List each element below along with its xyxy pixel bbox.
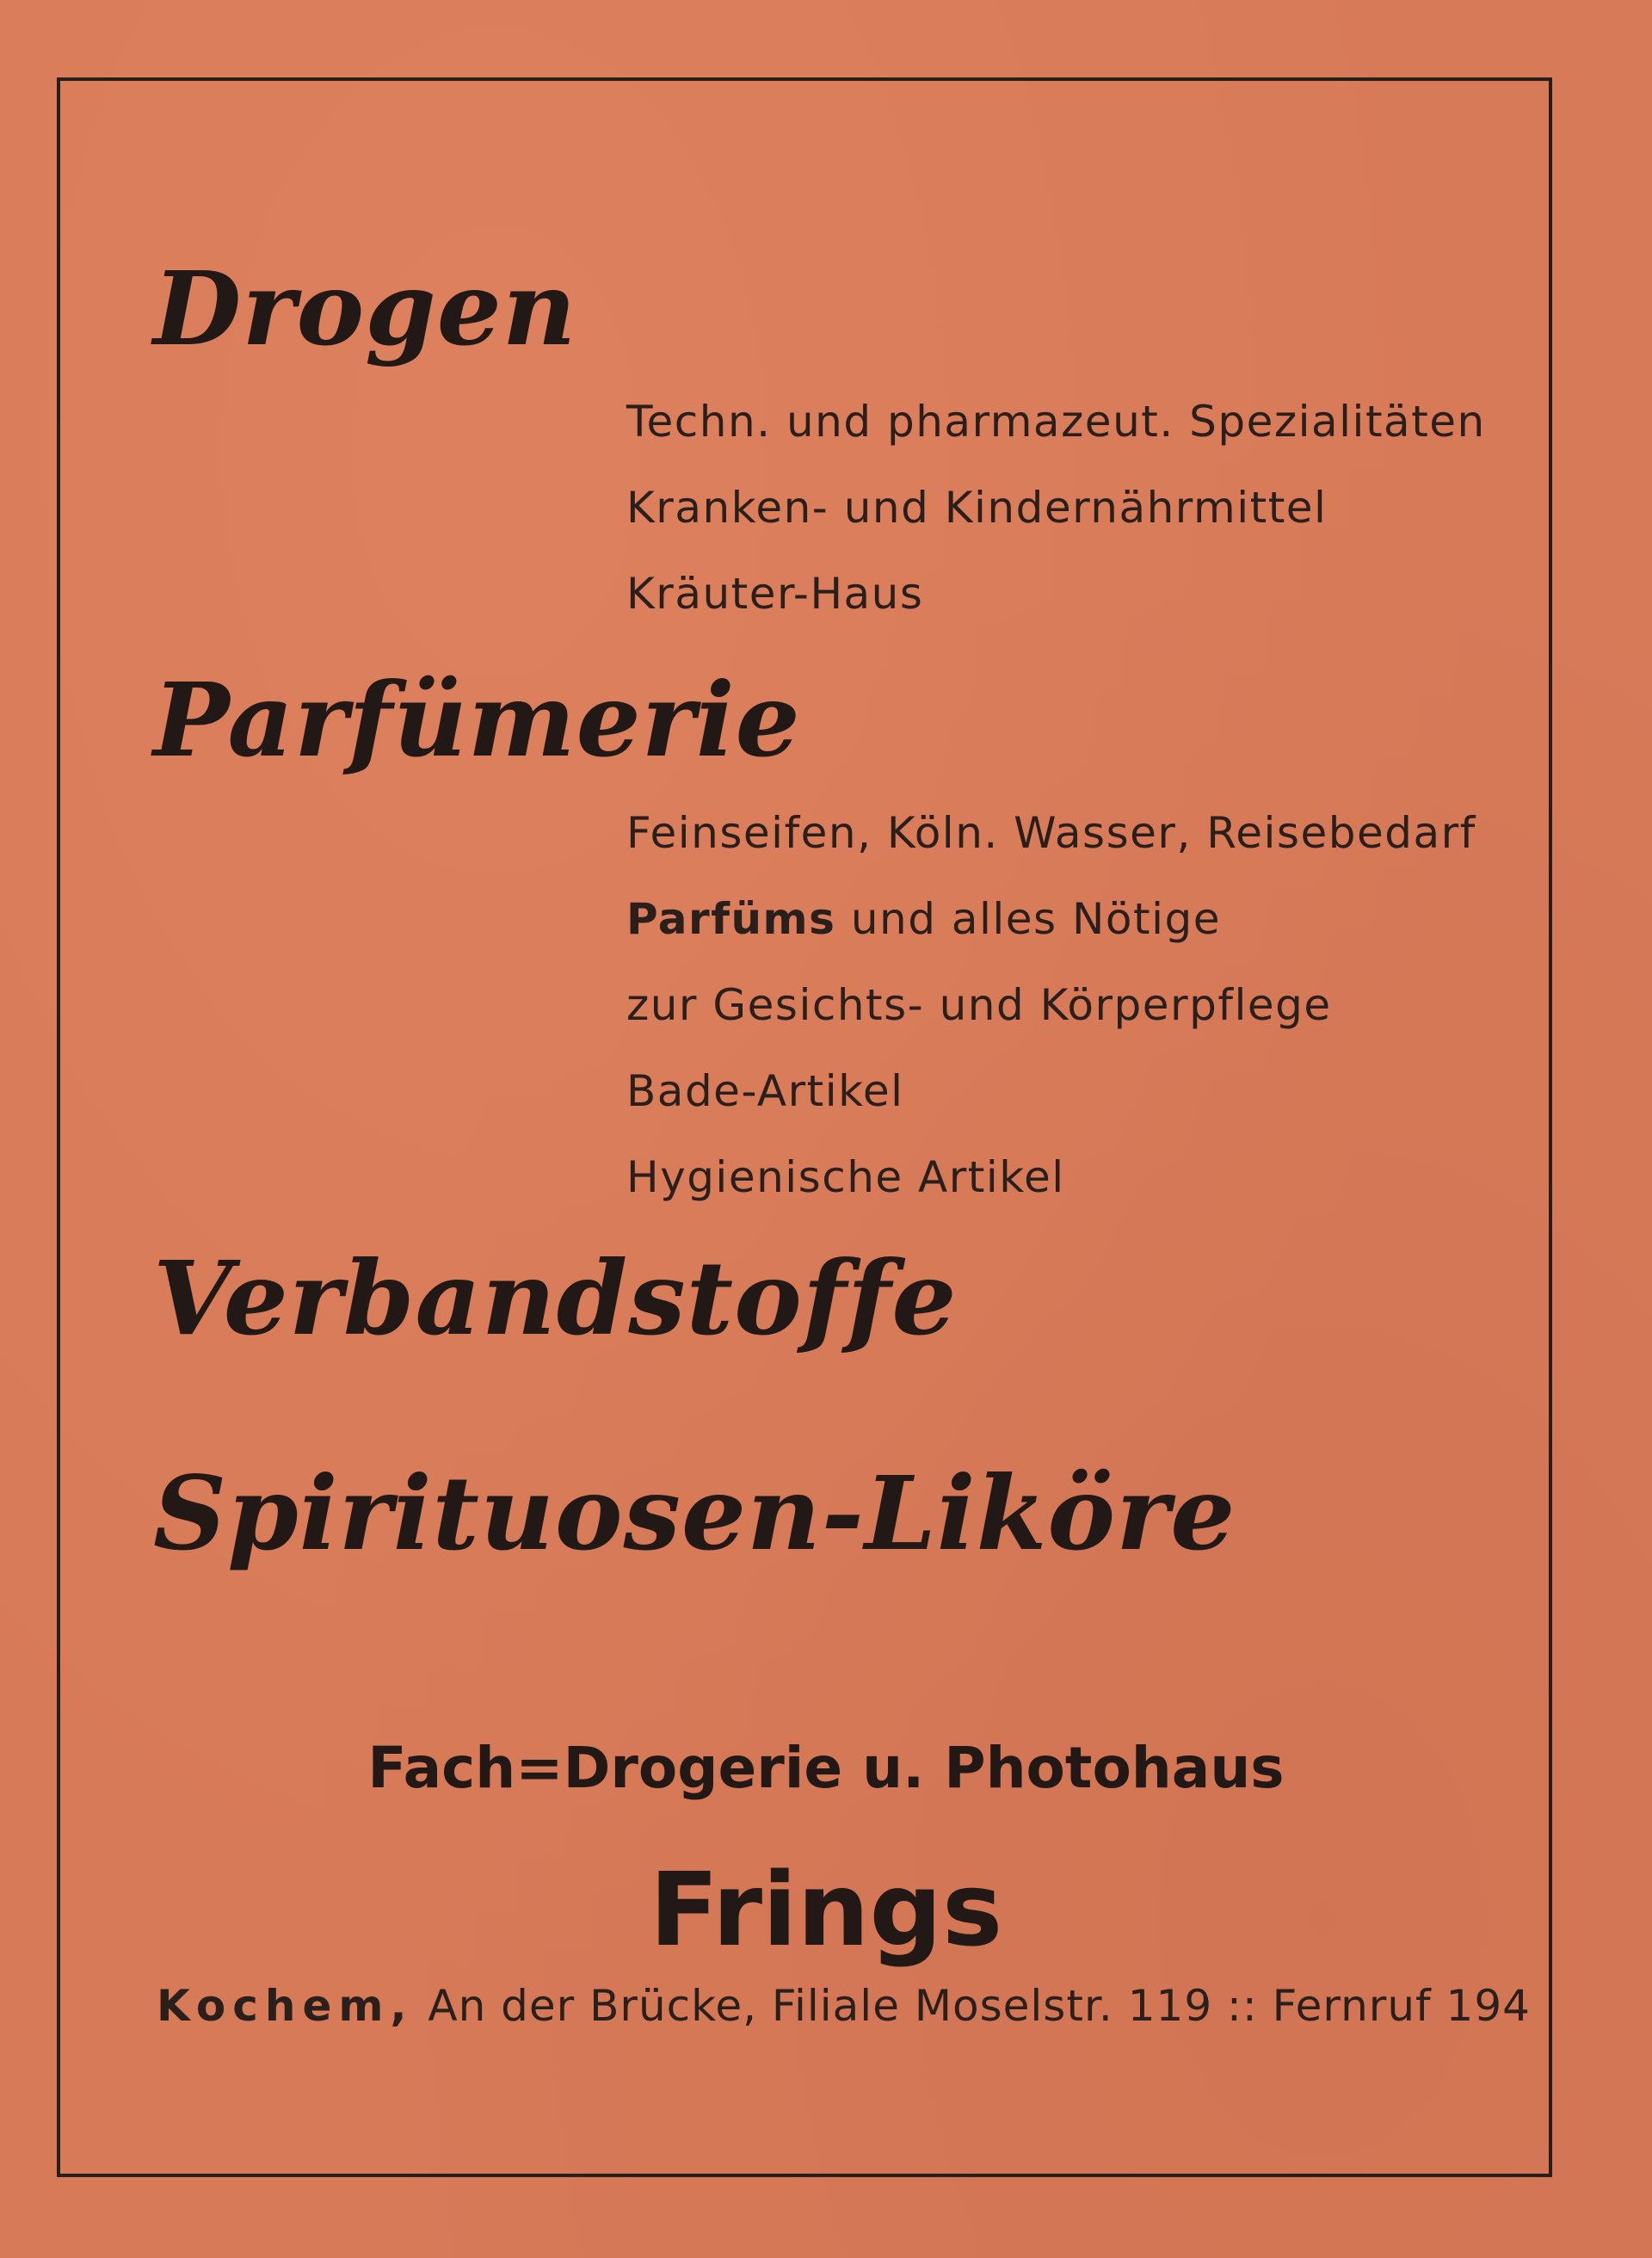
parfuemerie-line-2 <box>626 894 1221 944</box>
heading-verbandstoffe: Verbandstoffe <box>153 1238 958 1358</box>
drogen-line-2: Kranken- und Kindernährmittel <box>626 483 1328 533</box>
drogen-line-3: Kräuter-Haus <box>626 569 924 619</box>
parfuems-bold-word: Parfüms <box>626 894 836 944</box>
parfuemerie-line-5: Hygienische Artikel <box>626 1152 1065 1202</box>
heading-parfuemerie: Parfümerie <box>153 660 801 780</box>
parfuemerie-line-1: Feinseifen, Köln. Wasser, Reisebedarf <box>626 808 1476 858</box>
firm-city: Kochem, <box>157 1981 414 2031</box>
firm-address-line <box>157 1981 1531 2031</box>
heading-spirituosen-likoere: Spirituosen-Liköre <box>153 1453 1236 1573</box>
parfuemerie-line-2-text: und alles Nötige <box>850 894 1221 944</box>
parfuemerie-line-3: zur Gesichts- und Körperpflege <box>626 980 1332 1030</box>
parfuemerie-line-4: Bade-Artikel <box>626 1066 904 1116</box>
firm-address: An der Brücke, Filiale Moselstr. 119 :: Fernruf 194 <box>428 1981 1531 2031</box>
drogen-line-1: Techn. und pharmazeut. Spezialitäten <box>626 397 1486 447</box>
firm-type-line: Fach=Drogerie u. Photohaus <box>367 1735 1285 1801</box>
heading-drogen: Drogen <box>153 249 577 368</box>
firm-name: Frings <box>649 1850 1003 1969</box>
